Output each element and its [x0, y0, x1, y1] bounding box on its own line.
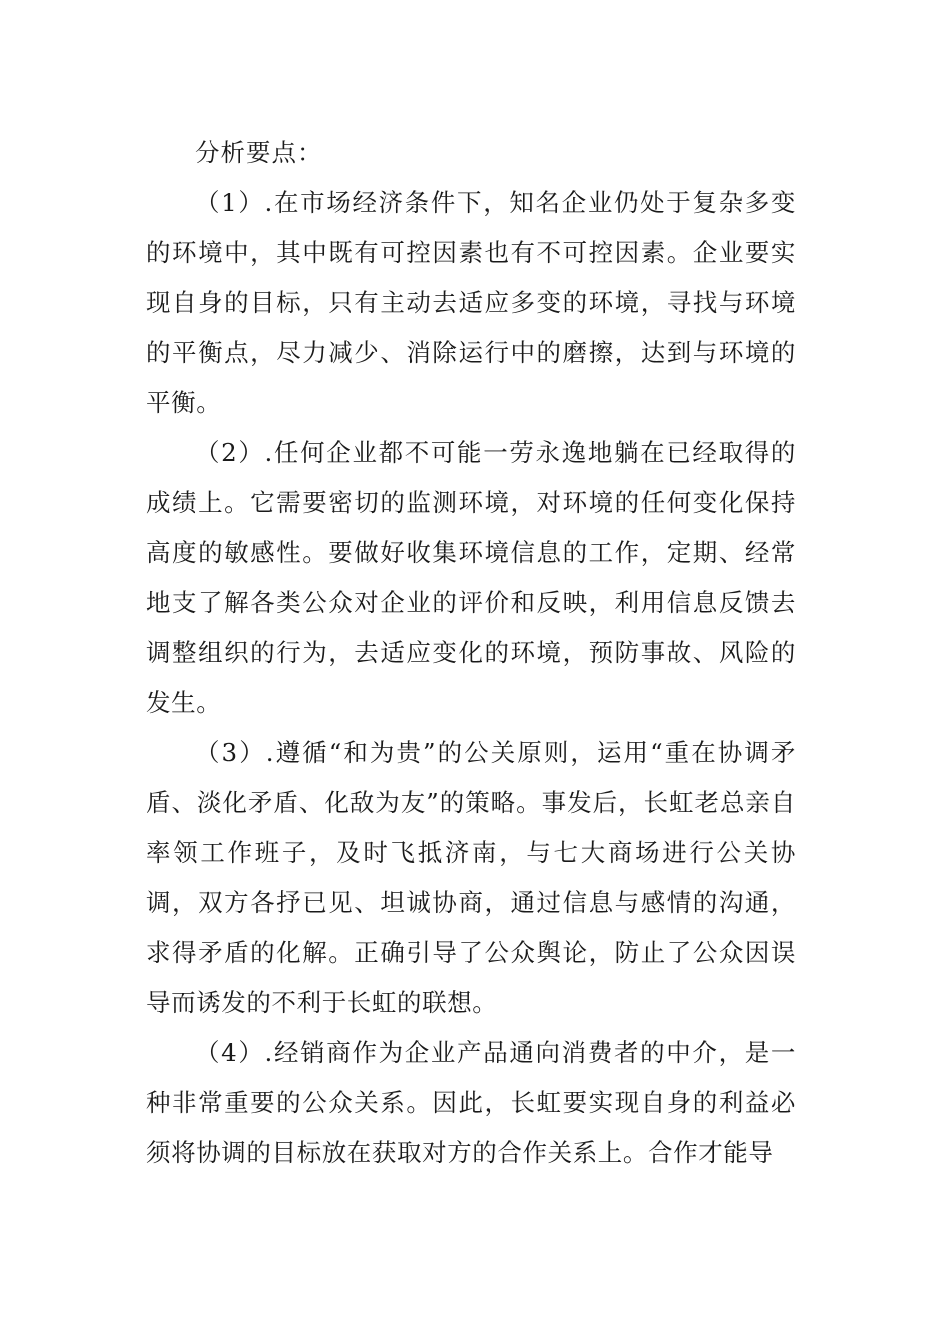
paragraph-4: （4）.经销商作为企业产品通向消费者的中介，是一种非常重要的公众关系。因此，长虹要实现自身的利益必须将协调的目标放在获取对方的合作关系上。合作才能导 [146, 1038, 796, 1167]
paragraph-1: （1）.在市场经济条件下，知名企业仍处于复杂多变的环境中，其中既有可控因素也有不可控因素。企业要实现自身的目标，只有主动去适应多变的环境，寻找与环境的平衡点，尽力减少、消除运行中的磨擦，达到与环境的平衡。 [146, 188, 796, 417]
paragraph-2: （2）.任何企业都不可能一劳永逸地躺在已经取得的成绩上。它需要密切的监测环境，对环境的任何变化保持高度的敏感性。要做好收集环境信息的工作，定期、经常地支了解各类公众对企业的评价和反映，利用信息反馈去调整组织的行为，去适应变化的环境，预防事故、风险的发生。 [146, 438, 796, 717]
section-heading: 分析要点： [195, 138, 323, 167]
document-body [146, 128, 796, 1178]
paragraph-3: （3）.遵循“和为贵”的公关原则，运用“重在协调矛盾、淡化矛盾、化敌为友”的策略。事发后，长虹老总亲自率领工作班子，及时飞抵济南，与七大商场进行公关协调，双方各抒已见、坦诚协商，通过信息与感情的沟通，求得矛盾的化解。正确引导了公众舆论，防止了公众因误导而诱发的不利于长虹的联想。 [146, 738, 796, 1017]
